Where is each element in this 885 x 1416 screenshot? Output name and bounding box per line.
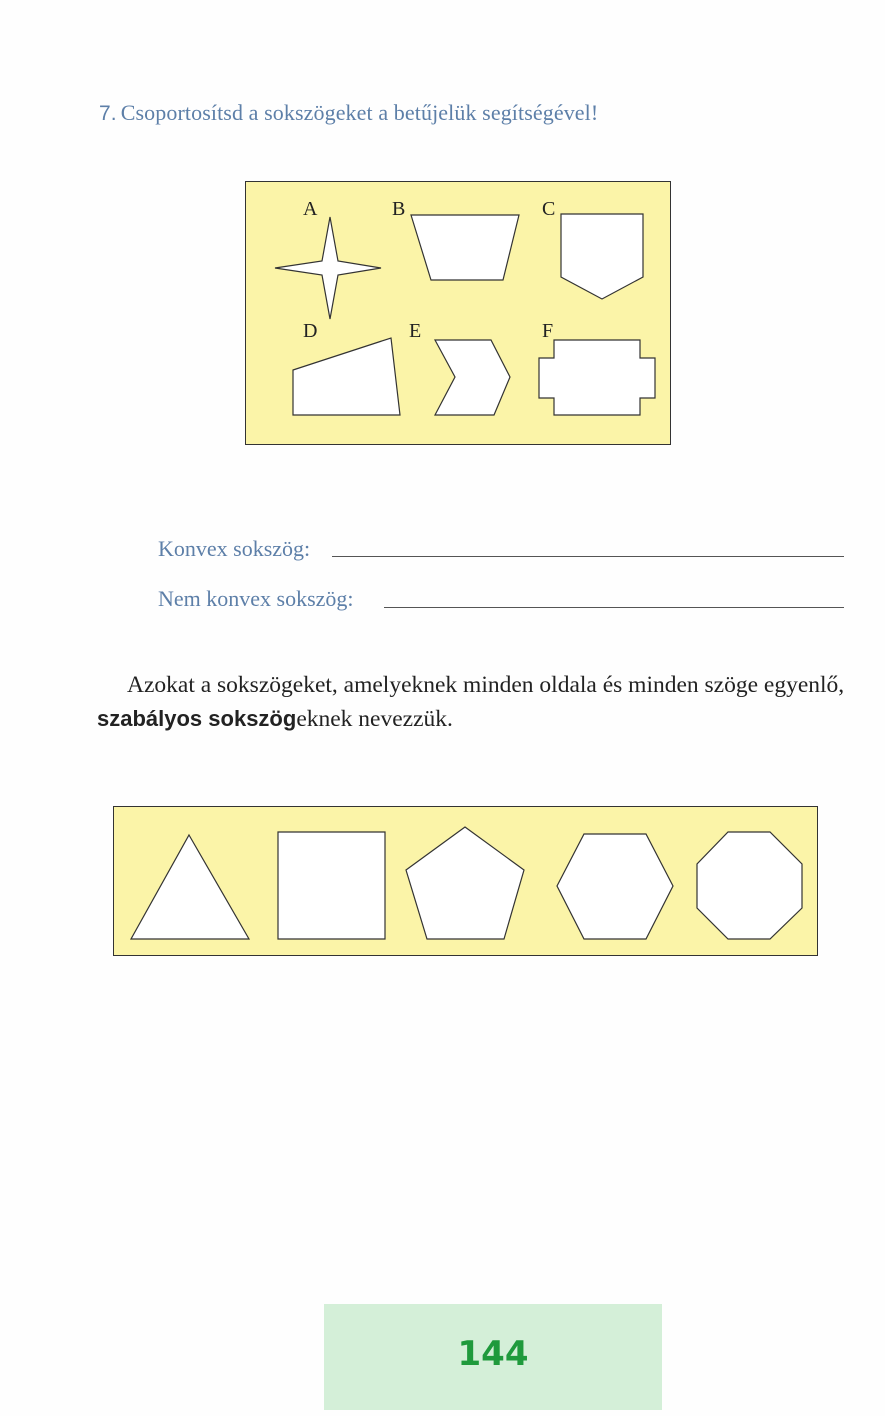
exercise-instruction: Csoportosítsd a sokszögeket a betűjelük segítségével!: [120, 100, 599, 125]
regular-polygons-panel: [113, 806, 818, 956]
shape-label: A: [303, 198, 318, 220]
shape-f-cross: [539, 340, 655, 415]
convex-answer-row: [158, 536, 310, 562]
shape-label: B: [392, 198, 406, 220]
nonconvex-answer-row: [158, 586, 354, 612]
nonconvex-label: Nem konvex sokszög:: [158, 586, 354, 611]
convex-answer-line[interactable]: [332, 556, 844, 557]
definition-text: [97, 668, 867, 736]
regular-hexagon: [557, 834, 673, 939]
shape-label: C: [542, 198, 556, 220]
polygons-panel: [245, 181, 671, 445]
regular-octagon: [697, 832, 802, 939]
regular-pentagon: [406, 827, 524, 939]
definition-term: szabályos sokszög: [97, 706, 297, 731]
shape-b-trapezoid: [411, 215, 519, 280]
nonconvex-answer-line[interactable]: [384, 607, 844, 608]
shape-a-star: [275, 217, 381, 319]
shape-label: D: [303, 320, 318, 342]
regular-polygons-figure: [114, 807, 819, 957]
exercise-heading: [99, 100, 598, 126]
shape-c-pentagon: [561, 214, 643, 299]
convex-label: Konvex sokszög:: [158, 536, 311, 561]
polygons-figure: [246, 182, 672, 446]
page-number: 144: [457, 1334, 529, 1374]
page-number-box: [324, 1304, 662, 1410]
shape-label: F: [542, 320, 554, 342]
shape-d-quadrilateral: [293, 338, 400, 415]
regular-square: [278, 832, 385, 939]
shape-label: E: [409, 320, 422, 342]
regular-triangle: [131, 835, 249, 939]
definition-part1: Azokat a sokszögeket, amelyeknek minden oldala és minden szöge egyenlő,: [127, 672, 845, 698]
definition-part2: eknek nevezzük.: [296, 706, 453, 732]
exercise-number: 7.: [99, 102, 117, 125]
shape-e-chevron: [435, 340, 510, 415]
